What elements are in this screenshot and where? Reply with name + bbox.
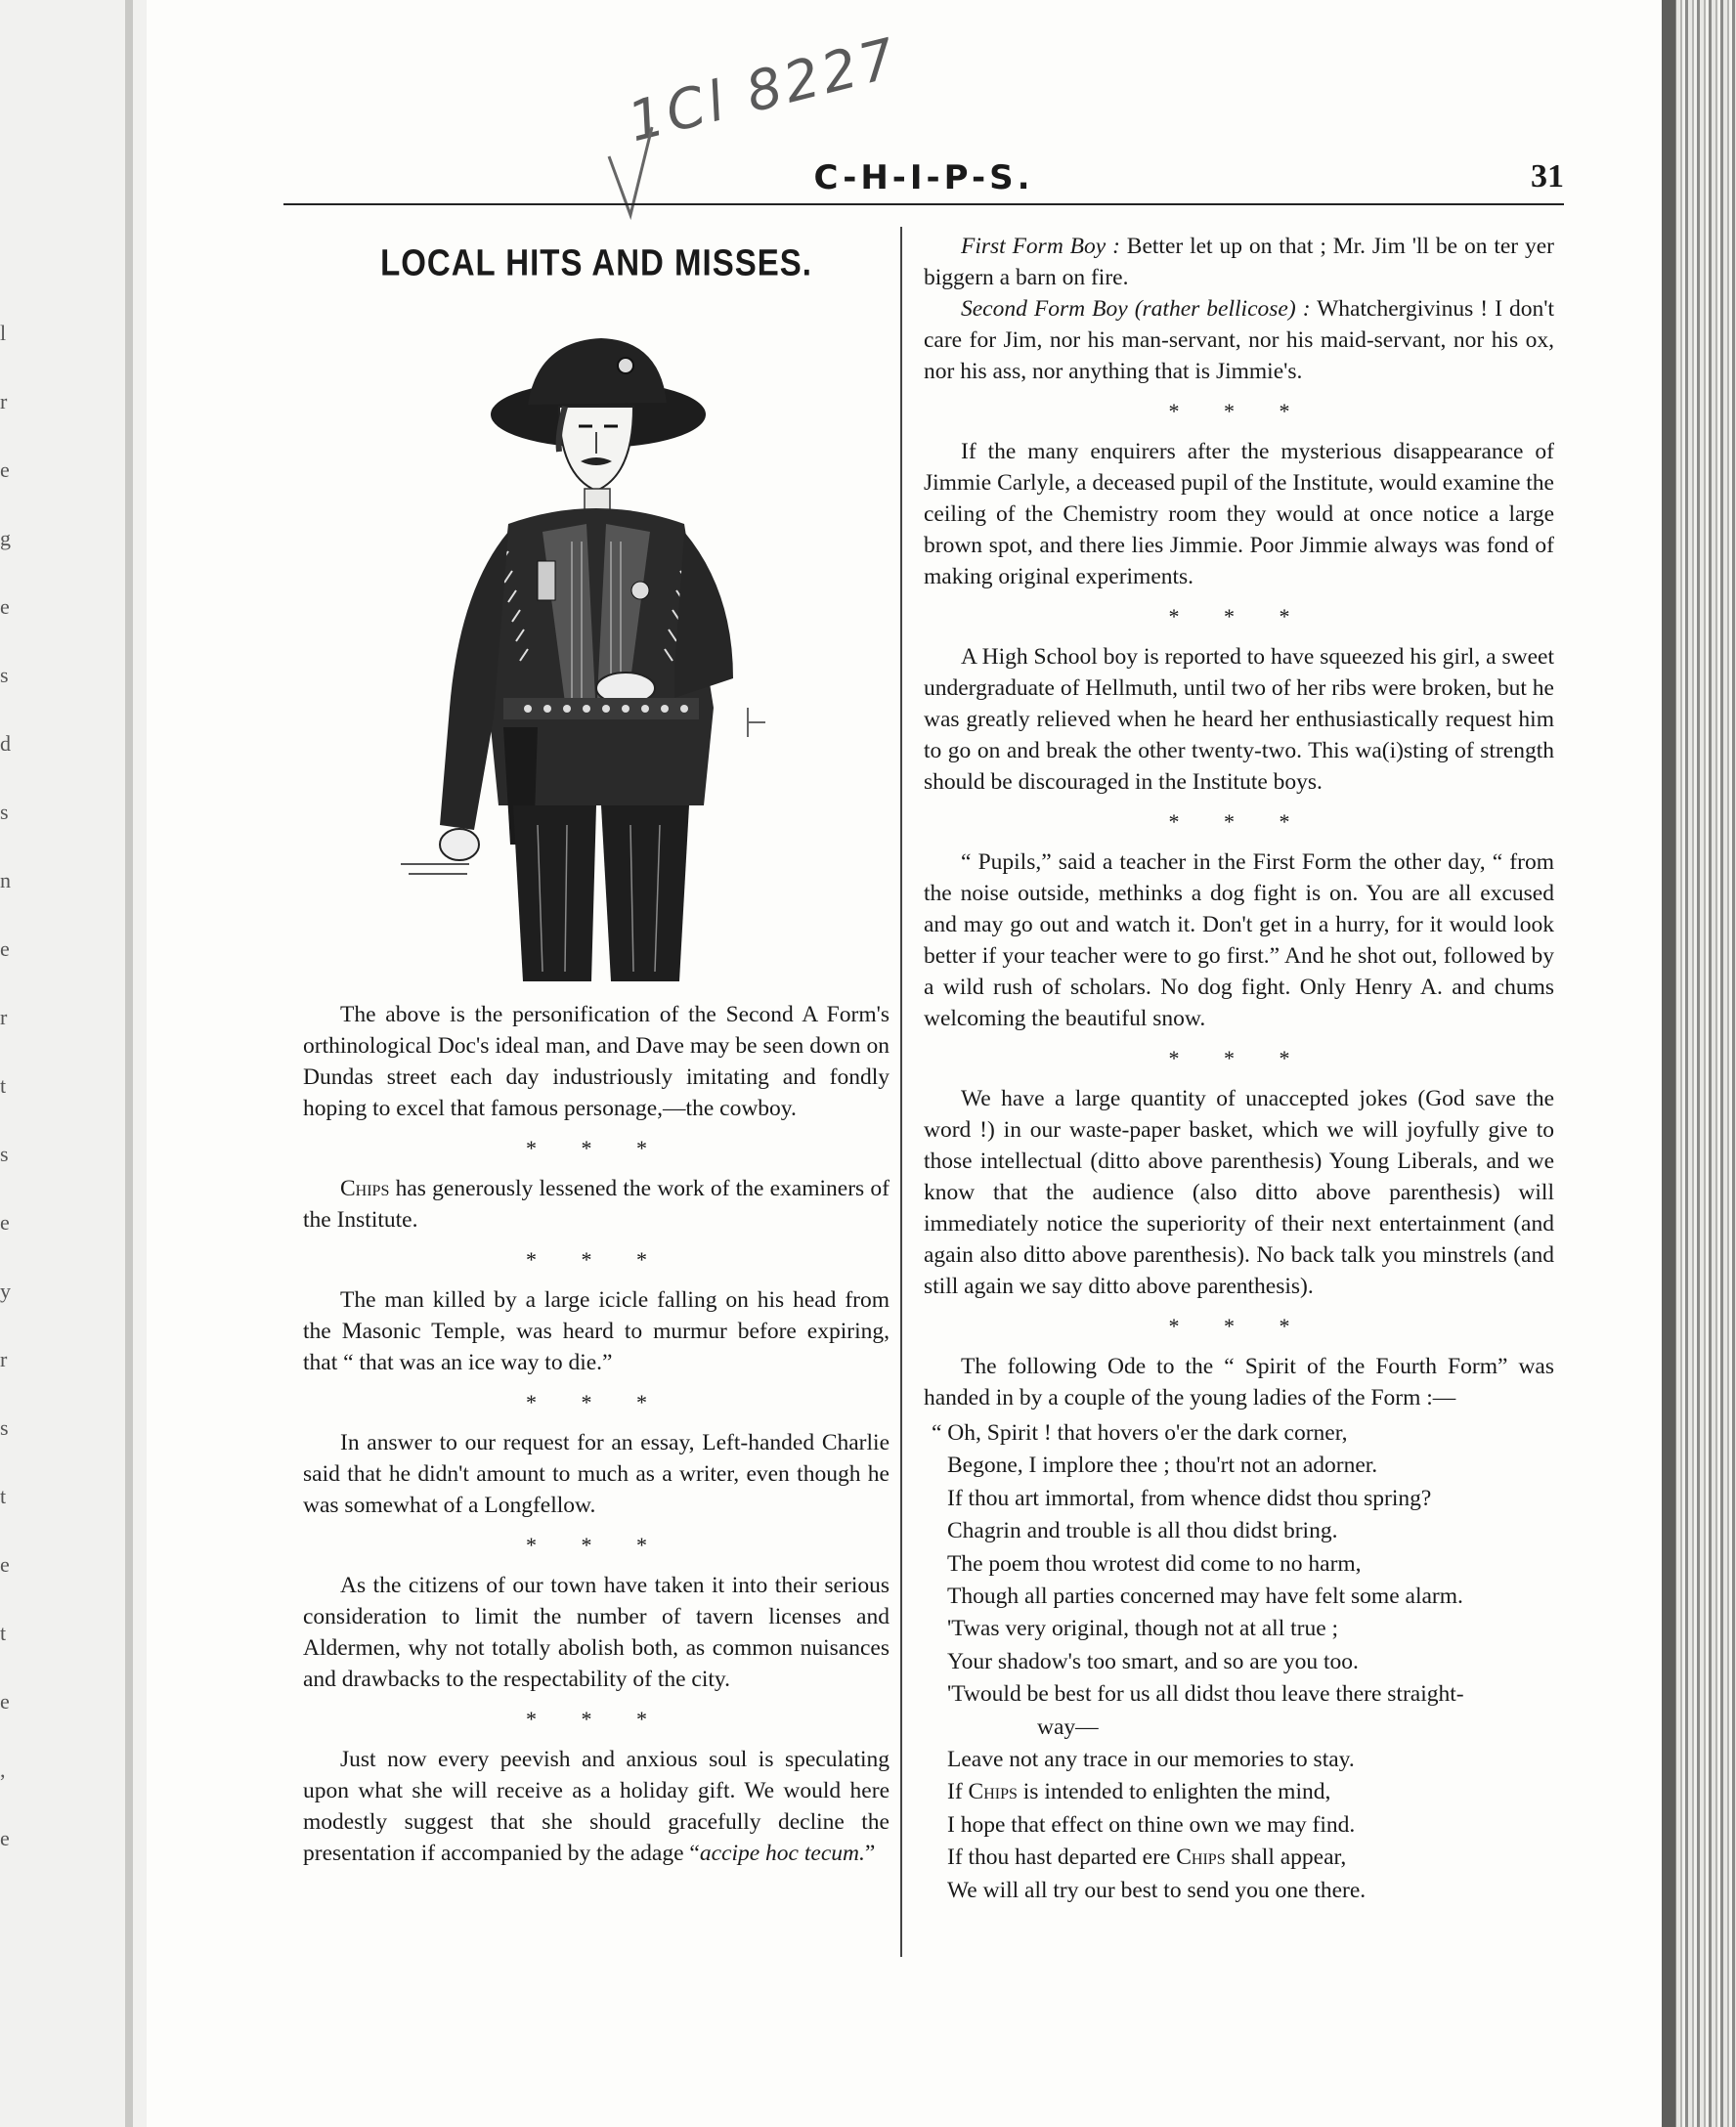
- section-separator: * * *: [526, 1136, 667, 1160]
- poem-line: Your shadow's too smart, and so are you too.: [947, 1648, 1359, 1674]
- section-separator: * * *: [526, 1390, 667, 1414]
- page-number: 31: [1531, 158, 1564, 195]
- poem-line: If Chips is intended to enlighten the mind,: [947, 1779, 1331, 1805]
- dialogue-second-form-boy: [924, 293, 1554, 387]
- poem-line: Leave not any trace in our memories to stay.: [947, 1747, 1355, 1773]
- margin-letter: s: [0, 1142, 9, 1166]
- margin-letter: t: [0, 1484, 7, 1508]
- dialogue-text: Whatchergivinus ! I don't care for Jim, nor his man-servant, nor his maid-servant, nor his ox, nor his ass, nor anything that is Jimmie's.: [924, 296, 1554, 384]
- running-title: C-H-I-P-S.: [813, 158, 1034, 197]
- margin-letter: s: [0, 1415, 9, 1440]
- paragraph-chips-text: has generously lessened the work of the examiners of the Institute.: [303, 1176, 890, 1233]
- section-separator: * * *: [526, 1707, 667, 1731]
- poem-line: Chagrin and trouble is all thou didst bring.: [947, 1518, 1338, 1544]
- margin-letter: d: [0, 731, 11, 756]
- facing-page-edge: [0, 0, 151, 2127]
- paragraph-cowboy: The above is the personification of the Second A Form's orthinological Doc's ideal man, and Dave may be seen down on Dundas street each day industriously imitating and fondly hoping to excel that famous personage,—the cowboy.: [303, 1002, 890, 1121]
- margin-letter: s: [0, 663, 9, 687]
- section-separator: * * *: [1168, 1314, 1310, 1338]
- section-separator: * * *: [1168, 604, 1310, 629]
- section-separator: * * *: [526, 1247, 667, 1272]
- page-gutter: [125, 0, 133, 2127]
- paragraph-high-school-boy: A High School boy is reported to have squeezed his girl, a sweet undergraduate of Hellmuth, until two of her ribs were broken, but he was greatly relieved when he heard her enthusiastically request him to go on and break the other twenty-two. This wa(i)sting of strength should be discouraged in the Institute boys.: [924, 644, 1554, 795]
- margin-letter: r: [0, 1005, 8, 1029]
- column-divider: [900, 227, 902, 1957]
- binding-shadow: [1662, 0, 1675, 2127]
- chips-word: Chips: [968, 1779, 1018, 1805]
- poem-line: We will all try our best to send you one there.: [947, 1877, 1367, 1903]
- paragraph-holiday-gift-text: Just now every peevish and anxious soul is speculating upon what she will receive as a holiday gift. We would here modestly suggest that she should gracefully decline the presentation if accompanied by the adage “: [303, 1747, 890, 1866]
- margin-letter: e: [0, 457, 10, 482]
- latin-phrase: accipe hoc tecum.: [699, 1841, 865, 1866]
- margin-letter: r: [0, 1347, 8, 1371]
- paragraph-chips: [303, 1173, 890, 1236]
- poem-line: way—: [1037, 1714, 1099, 1740]
- chips-word: Chips: [340, 1176, 390, 1201]
- paragraph-tavern-licenses: As the citizens of our town have taken it into their serious consideration to limit the number of tavern licenses and Aldermen, why not totally abolish both, as common nuisances and drawbacks to the respectability of the city.: [303, 1573, 890, 1692]
- cowboy-figure-icon: [303, 297, 890, 981]
- margin-letter: r: [0, 389, 8, 413]
- margin-letter: n: [0, 868, 11, 892]
- paragraph-dog-fight: “ Pupils,” said a teacher in the First Form the other day, “ from the noise outside, methinks a dog fight is on. You are all excused and may go out and watch it. Don't get in a hurry, for it would look better if your teacher were to go first.” And he shot out, followed by a wild rush of scholars. No dog fight. Only Henry A. and chums welcoming the beautiful snow.: [924, 849, 1554, 1031]
- chips-word: Chips: [1176, 1845, 1226, 1871]
- right-column: [924, 231, 1554, 1907]
- paragraph-ode-intro: The following Ode to the “ Spirit of the Fourth Form” was handed in by a couple of the young ladies of the Form :—: [924, 1354, 1554, 1411]
- paragraph-icicle: The man killed by a large icicle falling on his head from the Masonic Temple, was heard to murmur before expiring, that “ that was an ice way to die.”: [303, 1287, 890, 1375]
- dialogue-text: Better let up on that ; Mr. Jim 'll be on ter yer biggern a barn on fire.: [924, 234, 1554, 290]
- left-column: [303, 233, 890, 1869]
- margin-letter: e: [0, 1210, 10, 1235]
- poem-line: Begone, I implore thee ; thou'rt not an adorner.: [947, 1453, 1378, 1479]
- dialogue-first-form-boy: [924, 231, 1554, 293]
- poem-line: Though all parties concerned may have felt some alarm.: [947, 1584, 1463, 1610]
- margin-letter: e: [0, 1826, 10, 1850]
- handwritten-annotation: 1Cl 8227: [622, 25, 906, 155]
- margin-letter: s: [0, 800, 9, 824]
- paragraph-holiday-gift: [303, 1744, 890, 1869]
- margin-letter: l: [0, 321, 7, 345]
- margin-letter: g: [0, 526, 11, 550]
- page-header: [283, 149, 1564, 205]
- paragraph-longfellow: In answer to our request for an essay, Left-handed Charlie said that he didn't amount to much as a writer, even though he was somewhat of a Longfellow.: [303, 1430, 890, 1518]
- poem-line: I hope that effect on thine own we may find.: [947, 1811, 1356, 1838]
- poem-line: If thou art immortal, from whence didst thou spring?: [947, 1485, 1432, 1511]
- paragraph-jimmie-carlyle: If the many enquirers after the mysterious disappearance of Jimmie Carlyle, a deceased pupil of the Institute, would examine the ceiling of the Chemistry room they would at once notice a large brown spot, and there lies Jimmie. Poor Jimmie always was fond of making original experiments.: [924, 439, 1554, 589]
- poem-line: 'Twas very original, though not at all true ;: [947, 1616, 1339, 1642]
- margin-letter: e: [0, 936, 10, 961]
- section-separator: * * *: [1168, 1046, 1310, 1070]
- poem-line: “ Oh, Spirit ! that hovers o'er the dark corner,: [932, 1420, 1348, 1446]
- margin-letter: e: [0, 1552, 10, 1577]
- section-separator: * * *: [1168, 809, 1310, 834]
- margin-letter: t: [0, 1073, 7, 1098]
- closing-quote: ”: [864, 1841, 876, 1866]
- book-page-edges: [1662, 0, 1736, 2127]
- margin-letter: t: [0, 1621, 7, 1645]
- speaker-label: Second Form Boy (rather bellicose) :: [961, 296, 1311, 322]
- section-separator: * * *: [1168, 399, 1310, 423]
- cowboy-illustration: [303, 297, 890, 981]
- speaker-label: First Form Boy :: [961, 234, 1120, 259]
- poem-line: The poem thou wrotest did come to no harm,: [947, 1550, 1362, 1577]
- margin-letter: e: [0, 594, 10, 619]
- paragraph-unaccepted-jokes: We have a large quantity of unaccepted jokes (God save the word !) in our waste-paper basket, which we will joyfully give to those intellectual (ditto above parenthesis) Young Liberals, and we know that the audience (also ditto above parenthesis) will immediately notice the superiority of their next entertainment (and again also ditto above parenthesis). No back talk you minstrels (and still again we say ditto above parenthesis).: [924, 1086, 1554, 1299]
- section-separator: * * *: [526, 1533, 667, 1557]
- margin-letter: ,: [0, 1758, 6, 1782]
- margin-letter: y: [0, 1279, 11, 1303]
- ode-poem: [924, 1417, 1554, 1907]
- margin-letter: e: [0, 1689, 10, 1714]
- poem-line: 'Twould be best for us all didst thou leave there straight-: [947, 1681, 1464, 1708]
- poem-line: If thou hast departed ere Chips shall appear,: [947, 1845, 1347, 1871]
- section-title: LOCAL HITS AND MISSES.: [380, 241, 812, 283]
